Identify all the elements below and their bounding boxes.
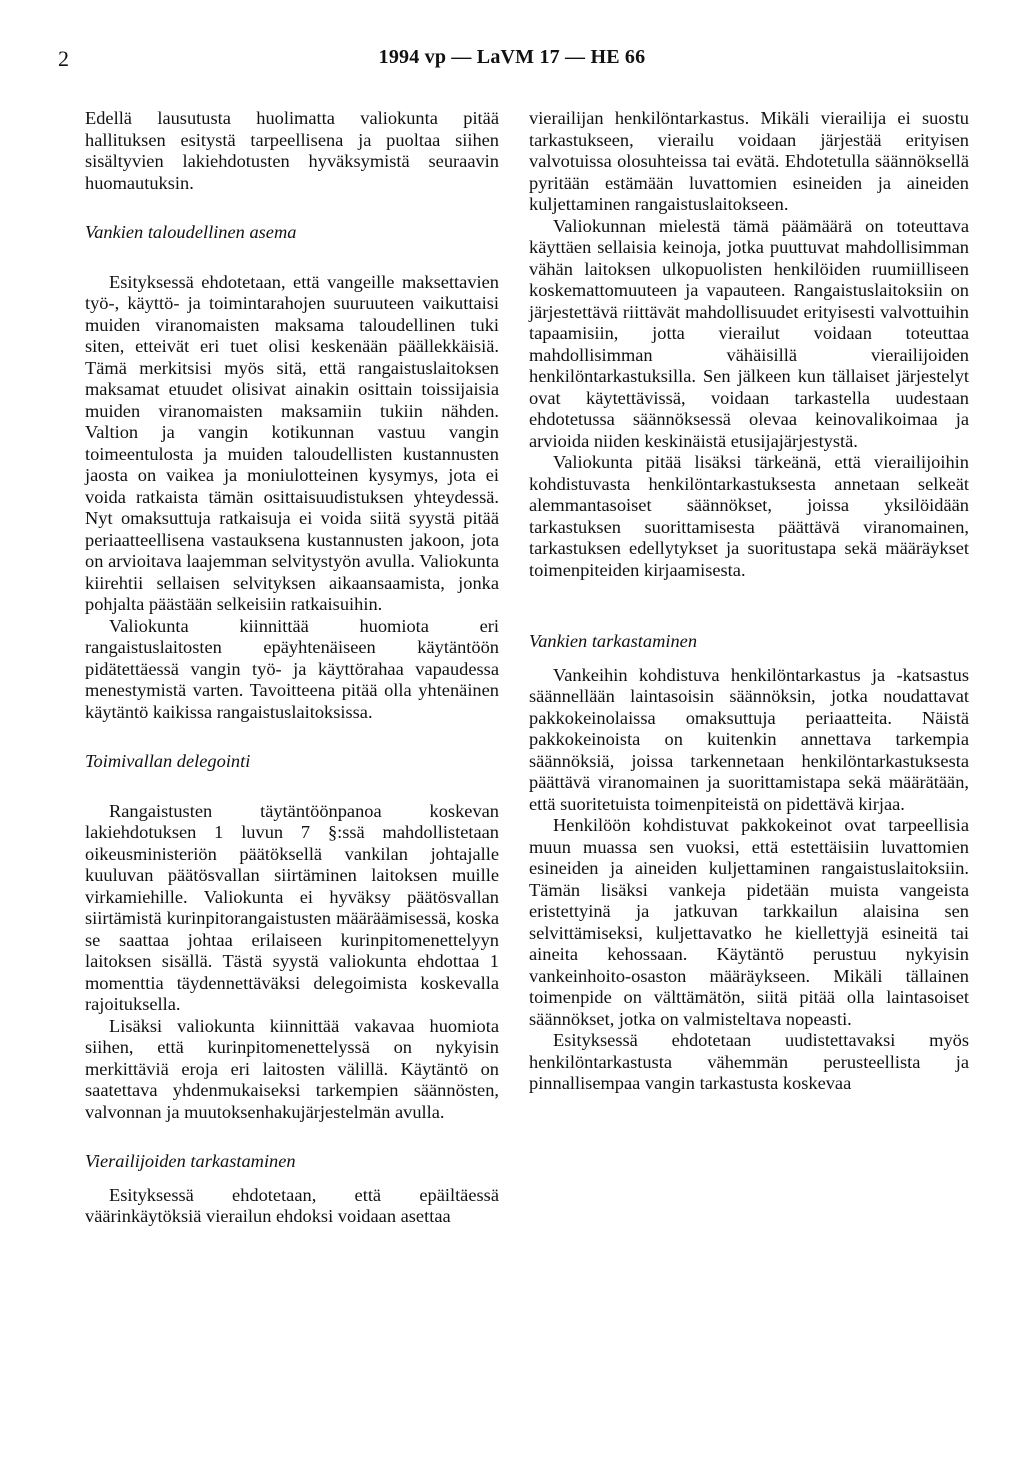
section-heading-vierailijoiden-tarkastaminen: Vierailijoiden tarkastaminen — [85, 1151, 296, 1171]
left-column — [85, 108, 499, 1228]
paragraph: Esityksessä ehdotetaan, että epäiltäessä väärinkäytöksiä vierailun ehdoksi voidaan asettaa — [85, 1184, 499, 1226]
paragraph: Esityksessä ehdotetaan, että vangeille maksettavien työ-, käyttö- ja toimintarahojen suuruuteen vaikuttaisi muiden viranomaisten maksama taloudellinen tuki siten, etteivät eri tuet olisi keskenään päällekkäisiä. Tämä merkitsisi myös sitä, että rangaistuslaitoksen maksamat etuudet olisivat ainakin osittain toissijaisia muiden viranomaisten maksamiin tukiin nähden. Valtion ja vangin kotikunnan vastuu vangin toimeentulosta ja muiden taloudellisten kustannusten jaosta on vaikea ja moniulotteinen kysymys, jota ei voida ratkaista tämän osittaisuudistuksen yhteydessä. Nyt omaksuttuja ratkaisuja ei voida siitä syystä pitää periaatteellisena vastauksena kustannusten jakoon, jota on arvioitava laajemman selvitystyön avulla. Valiokunta kiirehtii sellaisen selvityksen aikaansaamista, jonka pohjalta päästään selkeisiin ratkaisuihin. — [85, 271, 499, 614]
paragraph: Esityksessä ehdotetaan uudistettavaksi myös henkilöntarkastusta vähemmän perusteellista ja pinnallisempaa vangin tarkastusta koskevaa — [529, 1030, 969, 1093]
paragraph: Valiokunnan mielestä tämä päämäärä on toteuttava käyttäen sellaisia keinoja, jotka puuttuvat mahdollisimman vähän laitoksen ulkopuolisten henkilöiden ruumiilliseen koskemattomuuteen ja vapauteen. Rangaistuslaitoksiin on järjestettävä riittävät mahdollisuudet erityisesti valvottuihin tapaamisiin, jotta vierailut voidaan toteuttaa mahdollisimman vähäisillä vierailijoiden henkilöntarkastuksilla. Sen jälkeen kun tällaiset järjestelyt ovat käytettävissä, voidaan tarkastella uudestaan ehdotetussa säännöksessä olevaa keinovalikoimaa ja arvioida niiden keskinäistä etusijajärjestystä. — [529, 215, 969, 451]
paragraph: Vankeihin kohdistuva henkilöntarkastus ja -katsastus säännellään laintasoisin säännöksin, jotka noudattavat pakkokeinolaissa omaksuttuja periaatteita. Näistä pakkokeinoista on kuitenkin annettava tarkempia säännöksiä, joissa tarkennetaan henkilöntarkastuksesta päättävä viranomainen ja suorittamistapa sekä määrätään, että suoritetuista toimenpiteistä on pidettävä kirjaa. — [529, 664, 969, 814]
paragraph: Henkilöön kohdistuvat pakkokeinot ovat tarpeellisia muun muassa sen vuoksi, että estettäisiin luvattomien esineiden ja aineiden kuljettaminen rangaistuslaitoksiin. Tämän lisäksi vankeja pidetään muista vangeista eristettyinä ja jatkuvan tarkkailun alaisina sen selvittämiseksi, kuljettavatko he kiellettyjä esineitä tai aineita kehossaan. Käytäntö perustuu nykyisin vankeinhoito-osaston määräykseen. Mikäli tällainen toimenpide on välttämätön, siitä pitää olla laintasoiset säännökset, jotka on valmisteltava nopeasti. — [529, 815, 969, 1029]
right-column — [529, 108, 969, 1095]
paragraph: Valiokunta kiinnittää huomiota eri rangaistuslaitosten epäyhtenäiseen käytäntöön pidätettäessä vangin työ- ja käyttörahaa vapaudessa menestymistä varten. Tavoitteena pitää olla yhtenäinen käytäntö kaikissa rangaistuslaitoksissa. — [85, 615, 499, 722]
intro-paragraph: Edellä lausutusta huolimatta valiokunta pitää hallituksen esitystä tarpeellisena ja puoltaa siihen sisältyvien lakiehdotusten hyväksymistä seuraavin huomautuksin. — [85, 108, 499, 193]
paragraph: Valiokunta pitää lisäksi tärkeänä, että vierailijoihin kohdistuvasta henkilöntarkastuksesta annetaan selkeät alemmantasoiset säännökset, joissa yksilöidään tarkastuksen suorittamisesta päättävä viranomainen, tarkastuksen edellytykset ja suoritustapa sekä määräykset toimenpiteiden kirjaamisesta. — [529, 452, 969, 580]
section-heading-vankien-taloudellinen-asema: Vankien taloudellinen asema — [85, 222, 297, 242]
running-header: 1994 vp — LaVM 17 — HE 66 — [378, 46, 646, 68]
continued-paragraph: vierailijan henkilöntarkastus. Mikäli vierailija ei suostu tarkastukseen, vierailu voidaan järjestää erityisen valvotuissa olosuhteissa tai evätä. Ehdotetulla säännöksellä pyritään estämään luvattomien esineiden ja aineiden kuljettaminen rangaistuslaitokseen. — [529, 108, 969, 214]
section-heading-vankien-tarkastaminen: Vankien tarkastaminen — [529, 631, 698, 651]
page-number: 2 — [58, 46, 69, 71]
paragraph: Lisäksi valiokunta kiinnittää vakavaa huomiota siihen, että kurinpitomenettelyssä on nykyisin merkittäviä eroja eri laitosten välillä. Käytäntö on saatettava yhdenmukaiseksi tarkempien säännösten, valvonnan ja muutoksenhakujärjestelmän avulla. — [85, 1015, 499, 1122]
section-heading-toimivallan-delegointi: Toimivallan delegointi — [85, 751, 251, 771]
paragraph: Rangaistusten täytäntöönpanoa koskevan lakiehdotuksen 1 luvun 7 §:ssä mahdollistetaan oikeusministeriön päätöksellä vankilan johtajalle kuuluvan päätösvallan siirtäminen laitoksen muille virkamiehille. Valiokunta ei hyväksy päätösvallan siirtämistä kurinpitorangaistusten määräämisessä, koska se saattaa johtaa erilaiseen kurinpitomenettelyyn laitoksen sisällä. Tästä syystä valiokunta ehdottaa 1 momenttia täydennettäväksi delegoimista koskevalla rajoituksella. — [85, 800, 499, 1014]
